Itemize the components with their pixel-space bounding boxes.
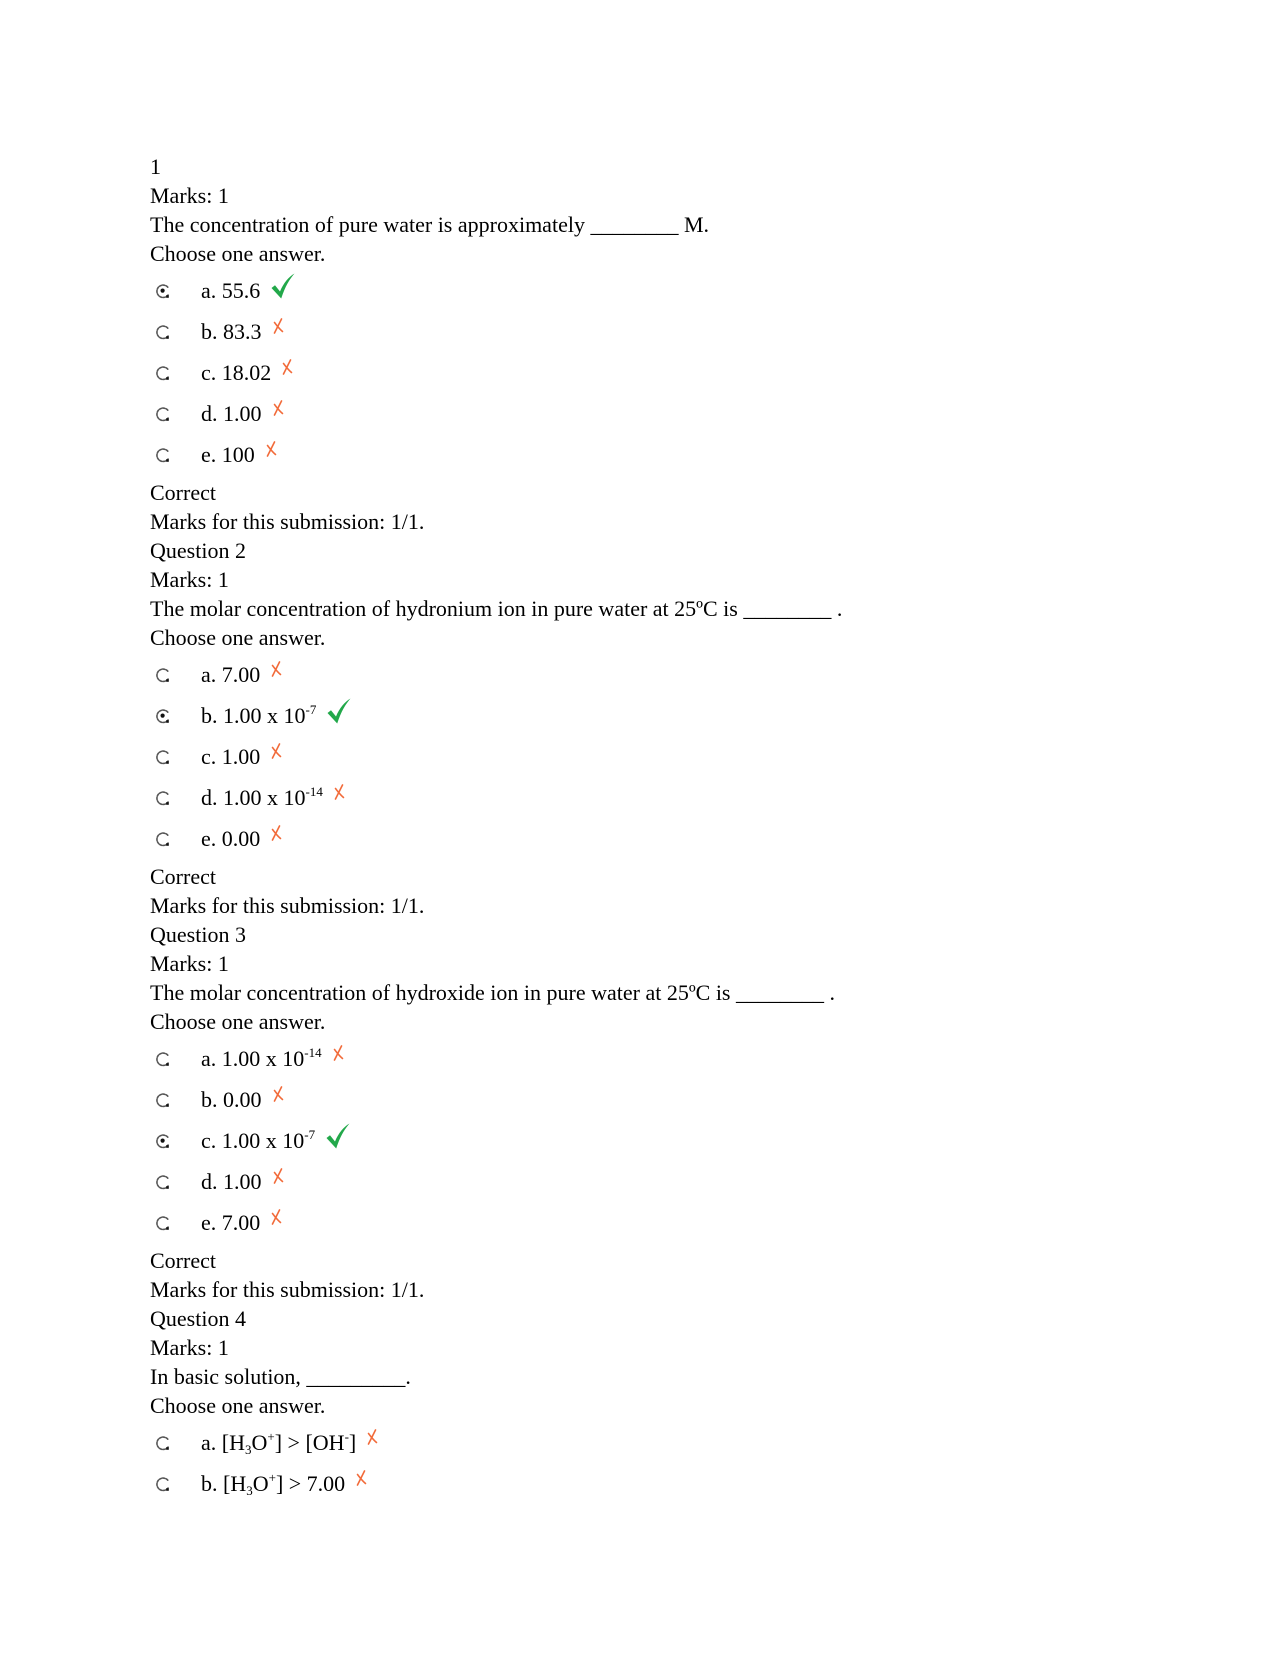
radio-unselected-icon[interactable]: [155, 1092, 171, 1108]
answer-option-label: [201, 703, 316, 729]
incorrect-cross-icon: [272, 412, 284, 416]
option-letter: b.: [201, 318, 223, 344]
radio-unselected-icon[interactable]: [155, 1215, 171, 1231]
answer-option-label: [201, 1046, 322, 1072]
option-supscript: +: [268, 1469, 276, 1485]
answer-option-label: [201, 278, 260, 304]
option-letter: a.: [201, 661, 222, 687]
submission-score: Marks for this submission: 1/1.: [150, 1277, 425, 1302]
answer-options: [150, 1038, 1150, 1243]
radio-selected-icon[interactable]: [155, 708, 171, 724]
answer-options: [150, 654, 1150, 859]
answer-option[interactable]: [150, 695, 1150, 736]
question-number: Question 2: [150, 538, 246, 563]
option-letter: d.: [201, 400, 223, 426]
answer-instruction: Choose one answer.: [150, 625, 326, 650]
question-prompt: The molar concentration of hydronium ion in pure water at 25ºC is ________ .: [150, 596, 843, 621]
answer-options: [150, 270, 1150, 475]
question-block-4: [150, 1304, 1150, 1504]
option-text: 100: [221, 441, 255, 467]
incorrect-cross-icon: [270, 755, 282, 759]
option-letter: a.: [201, 1045, 222, 1071]
option-text: [H: [221, 1429, 245, 1455]
incorrect-cross-icon: [270, 837, 282, 841]
answer-feedback: Correct: [150, 1248, 216, 1273]
answer-option-label: [201, 662, 260, 688]
radio-unselected-icon[interactable]: [155, 1435, 171, 1451]
option-text: 1.00 x 10: [221, 1045, 305, 1071]
answer-option-label: [201, 1210, 260, 1236]
option-letter: e.: [201, 825, 222, 851]
answer-feedback: Correct: [150, 480, 216, 505]
question-marks: Marks: 1: [150, 1335, 229, 1360]
submission-score: Marks for this submission: 1/1.: [150, 893, 425, 918]
answer-option[interactable]: [150, 393, 1150, 434]
answer-option-label: [201, 319, 262, 345]
answer-option[interactable]: [150, 1422, 1150, 1463]
option-subscript: 3: [244, 1441, 252, 1457]
answer-option-label: [201, 401, 262, 427]
answer-option-label: [201, 744, 260, 770]
answer-option[interactable]: [150, 1038, 1150, 1079]
option-text: [H: [223, 1470, 247, 1496]
option-text: 0.00: [221, 825, 261, 851]
answer-option[interactable]: [150, 1161, 1150, 1202]
option-text: 1.00: [221, 743, 261, 769]
answer-option[interactable]: [150, 1120, 1150, 1161]
radio-unselected-icon[interactable]: [155, 831, 171, 847]
question-prompt: In basic solution, _________.: [150, 1364, 411, 1389]
option-text: 83.3: [223, 318, 262, 344]
option-text: 1.00 x 10: [223, 702, 306, 728]
question-block-3: [150, 920, 1150, 1304]
answer-options: [150, 1422, 1150, 1504]
radio-selected-icon[interactable]: [155, 283, 171, 299]
option-text: 7.00: [221, 661, 261, 687]
option-exponent: -7: [305, 701, 317, 717]
incorrect-cross-icon: [270, 673, 282, 677]
option-text: 55.6: [221, 277, 261, 303]
option-letter: e.: [201, 1209, 222, 1235]
answer-option-label: [201, 785, 323, 811]
answer-option[interactable]: [150, 1202, 1150, 1243]
answer-option-label: [201, 1430, 356, 1456]
answer-option[interactable]: [150, 818, 1150, 859]
quiz-review-page: [150, 152, 1150, 1507]
option-exponent: -7: [304, 1126, 316, 1142]
question-marks: Marks: 1: [150, 183, 229, 208]
option-exponent: -14: [304, 1044, 322, 1060]
answer-option[interactable]: [150, 1079, 1150, 1120]
option-text: ] > [OH: [274, 1429, 345, 1455]
answer-option[interactable]: [150, 1463, 1150, 1504]
radio-unselected-icon[interactable]: [155, 365, 171, 381]
option-letter: a.: [201, 1429, 222, 1455]
answer-option-label: [201, 1169, 262, 1195]
option-text: O: [251, 1429, 268, 1455]
option-text: 7.00: [221, 1209, 261, 1235]
incorrect-cross-icon: [332, 1057, 344, 1061]
option-supscript: +: [267, 1428, 275, 1444]
correct-check-icon: [270, 282, 296, 300]
option-exponent: -14: [305, 783, 323, 799]
radio-unselected-icon[interactable]: [155, 749, 171, 765]
question-prompt: The concentration of pure water is approximately ________ M.: [150, 212, 710, 237]
option-letter: c.: [201, 1127, 222, 1153]
question-number: 1: [150, 154, 161, 179]
radio-unselected-icon[interactable]: [155, 667, 171, 683]
option-letter: b.: [201, 1470, 223, 1496]
option-supscript: -: [344, 1428, 349, 1444]
answer-option[interactable]: [150, 736, 1150, 777]
correct-check-icon: [325, 1132, 351, 1150]
option-letter: e.: [201, 441, 222, 467]
incorrect-cross-icon: [333, 796, 345, 800]
option-text: 1.00: [223, 400, 262, 426]
answer-option[interactable]: [150, 311, 1150, 352]
answer-instruction: Choose one answer.: [150, 241, 326, 266]
submission-score: Marks for this submission: 1/1.: [150, 509, 425, 534]
option-text: ] > 7.00: [275, 1470, 346, 1496]
question-number: Question 3: [150, 922, 246, 947]
answer-option[interactable]: [150, 352, 1150, 393]
option-letter: c.: [201, 359, 222, 385]
answer-instruction: Choose one answer.: [150, 1009, 326, 1034]
answer-option-label: [201, 1128, 315, 1154]
radio-unselected-icon[interactable]: [155, 790, 171, 806]
radio-unselected-icon[interactable]: [155, 1051, 171, 1067]
question-block-2: [150, 536, 1150, 920]
answer-option-label: [201, 1471, 345, 1497]
radio-unselected-icon[interactable]: [155, 324, 171, 340]
option-letter: c.: [201, 743, 222, 769]
option-subscript: 3: [246, 1482, 253, 1498]
incorrect-cross-icon: [272, 330, 284, 334]
option-text: O: [252, 1470, 269, 1496]
radio-unselected-icon[interactable]: [155, 406, 171, 422]
answer-option[interactable]: [150, 434, 1150, 475]
incorrect-cross-icon: [281, 371, 293, 375]
option-letter: a.: [201, 277, 222, 303]
incorrect-cross-icon: [355, 1482, 367, 1486]
answer-option-label: [201, 826, 260, 852]
answer-option[interactable]: [150, 654, 1150, 695]
option-text: ]: [348, 1429, 357, 1455]
incorrect-cross-icon: [265, 453, 277, 457]
question-block-1: [150, 152, 1150, 536]
radio-selected-icon[interactable]: [155, 1133, 171, 1149]
option-letter: d.: [201, 784, 223, 810]
option-text: 0.00: [223, 1086, 262, 1112]
option-text: 18.02: [221, 359, 272, 385]
option-letter: b.: [201, 702, 223, 728]
answer-option-label: [201, 442, 255, 468]
incorrect-cross-icon: [272, 1180, 284, 1184]
question-number: Question 4: [150, 1306, 246, 1331]
radio-unselected-icon[interactable]: [155, 1174, 171, 1190]
question-marks: Marks: 1: [150, 951, 229, 976]
option-text: 1.00 x 10: [221, 1127, 305, 1153]
incorrect-cross-icon: [366, 1441, 378, 1445]
answer-option[interactable]: [150, 777, 1150, 818]
question-marks: Marks: 1: [150, 567, 229, 592]
answer-feedback: Correct: [150, 864, 216, 889]
option-text: 1.00 x 10: [223, 784, 306, 810]
correct-check-icon: [326, 707, 352, 725]
option-letter: b.: [201, 1086, 223, 1112]
option-text: 1.00: [223, 1168, 262, 1194]
answer-option-label: [201, 360, 271, 386]
incorrect-cross-icon: [272, 1098, 284, 1102]
answer-instruction: Choose one answer.: [150, 1393, 326, 1418]
radio-unselected-icon[interactable]: [155, 447, 171, 463]
question-prompt: The molar concentration of hydroxide ion in pure water at 25ºC is ________ .: [150, 980, 835, 1005]
option-letter: d.: [201, 1168, 223, 1194]
answer-option[interactable]: [150, 270, 1150, 311]
incorrect-cross-icon: [270, 1221, 282, 1225]
radio-unselected-icon[interactable]: [155, 1476, 171, 1492]
answer-option-label: [201, 1087, 262, 1113]
